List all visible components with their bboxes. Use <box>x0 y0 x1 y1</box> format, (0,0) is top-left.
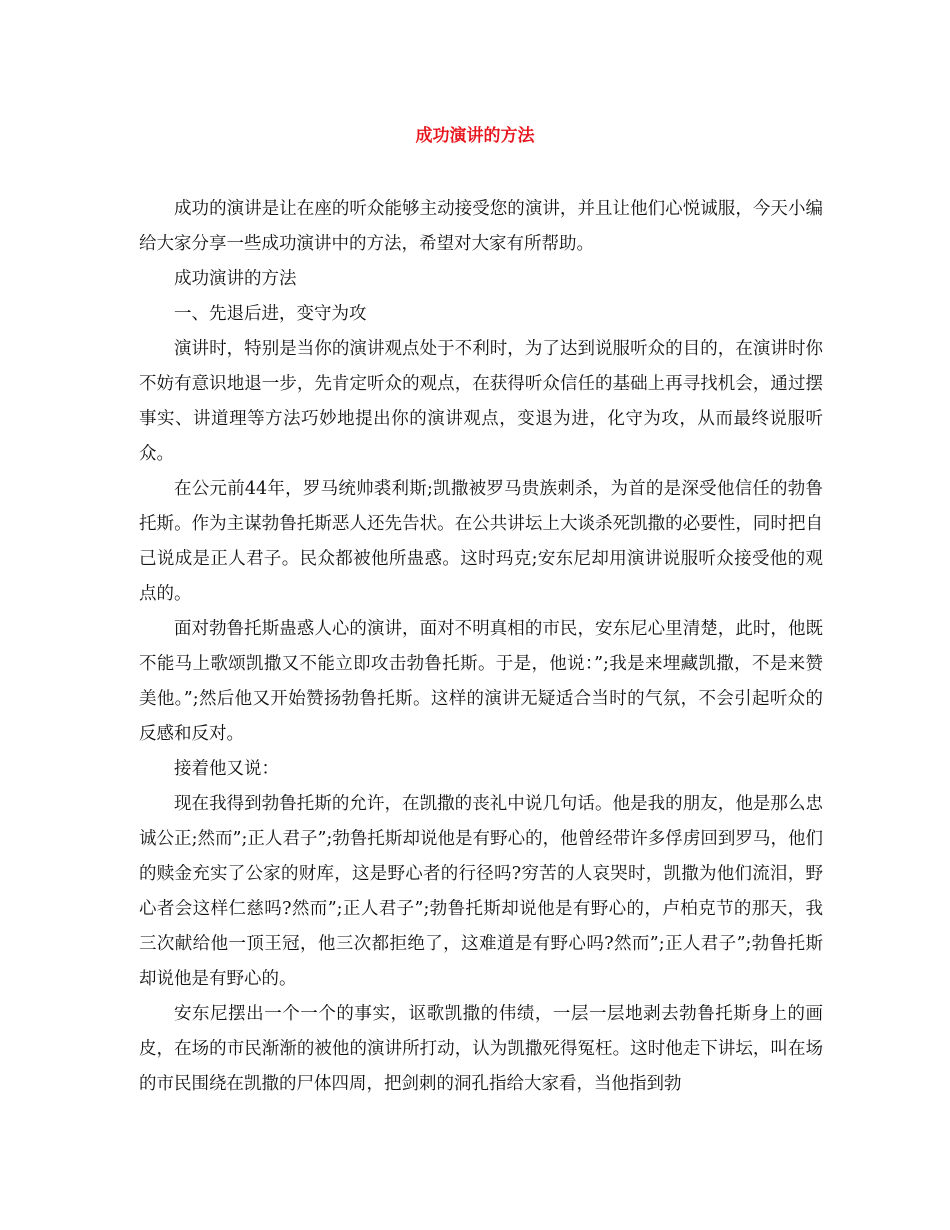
paragraph-antony-speech: 现在我得到勃鲁托斯的允许，在凯撒的丧礼中说几句话。他是我的朋友，他是那么忠诚公正;然而”;正人君子”;勃鲁托斯却说他是有野心的，他曾经带许多俘虏回到罗马，他们的赎金充实了公家的财库，这是野心者的行径吗?穷苦的人哀哭时，凯撒为他们流泪，野心者会这样仁慈吗?然而”;正人君子”;勃鲁托斯却说他是有野心的，卢柏克节的那天，我三次献给他一顶王冠，他三次都拒绝了，这难道是有野心吗?然而”;正人君子”;勃鲁托斯却说他是有野心的。 <box>139 794 823 989</box>
document-body <box>139 192 823 1102</box>
paragraph-caesar-history: 在公元前44年，罗马统帅裘利斯;凯撒被罗马贵族刺杀，为首的是深受他信任的勃鲁托斯。作为主谋勃鲁托斯恶人还先告状。在公共讲坛上大谈杀死凯撒的必要性，同时把自己说成是正人君子。民众都被他所蛊惑。这时玛克;安东尼却用演讲说服听众接受他的观点的。 <box>139 479 823 604</box>
paragraph-retreat-advance: 演讲时，特别是当你的演讲观点处于不利时，为了达到说服听众的目的，在演讲时你不妨有意识地退一步，先肯定听众的观点，在获得听众信任的基础上再寻找机会，通过摆事实、讲道理等方法巧妙地提出你的演讲观点，变退为进，化守为攻，从而最终说服听众。 <box>139 339 823 464</box>
paragraph-intro: 成功的演讲是让在座的听众能够主动接受您的演讲，并且让他们心悦诚服，今天小编给大家分享一些成功演讲中的方法，希望对大家有所帮助。 <box>139 199 823 254</box>
paragraph-then-said: 接着他又说： <box>174 759 279 779</box>
paragraph-antony-strategy: 面对勃鲁托斯蛊惑人心的演讲，面对不明真相的市民，安东尼心里清楚，此时，他既不能马上歌颂凯撒又不能立即攻击勃鲁托斯。于是，他说：”;我是来埋藏凯撒，不是来赞美他。”;然后他又开始赞扬勃鲁托斯。这样的演讲无疑适合当时的气氛，不会引起听众的反感和反对。 <box>139 619 823 744</box>
paragraph-heading: 成功演讲的方法 <box>174 269 297 289</box>
section-heading-1: 一、先退后进，变守为攻 <box>174 304 367 324</box>
paragraph-antony-facts: 安东尼摆出一个一个的事实，讴歌凯撒的伟绩，一层一层地剥去勃鲁托斯身上的画皮，在场的市民渐渐的被他的演讲所打动，认为凯撒死得冤枉。这时他走下讲坛，叫在场的市民围绕在凯撒的尸体四周，把剑刺的洞孔指给大家看，当他指到勃 <box>139 1004 823 1094</box>
page-title: 成功演讲的方法 <box>415 126 535 146</box>
